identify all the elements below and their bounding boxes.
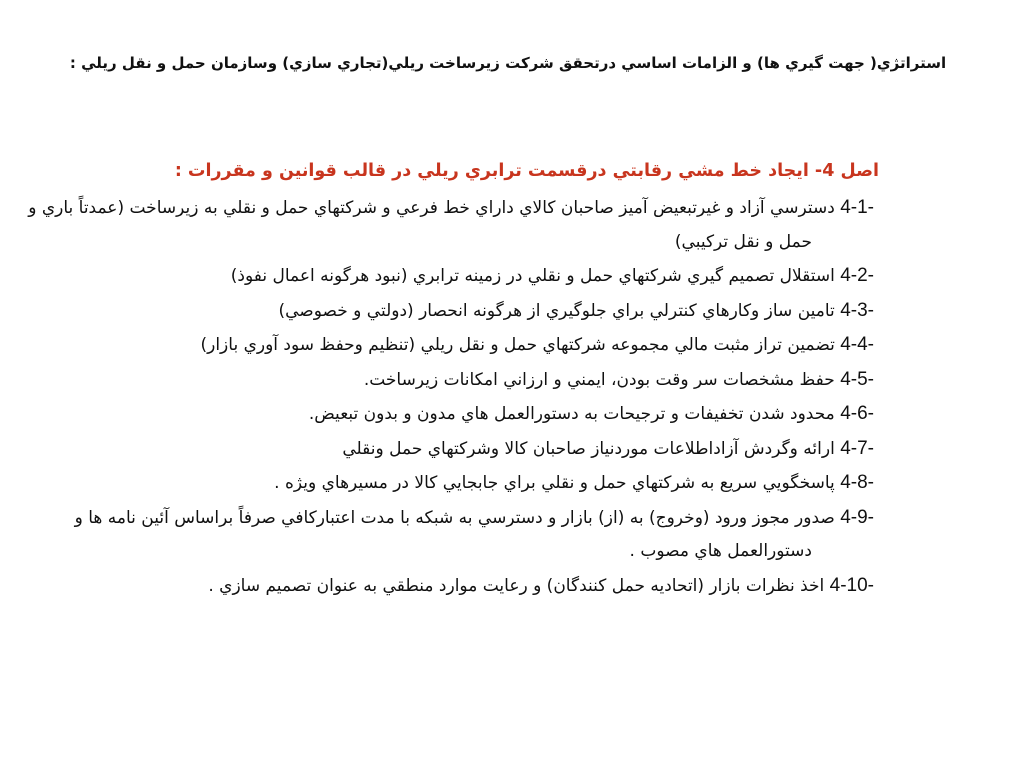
- item-number: 4-10-: [829, 574, 874, 596]
- list-item: [14, 501, 874, 569]
- item-text: حفظ مشخصات سر وقت بودن، ايمني و ارزاني امكانات زيرساخت.: [363, 369, 835, 390]
- item-number: 4-2-: [840, 265, 874, 286]
- item-text: صدور مجوز ورود (وخروج) به (از) بازار و دسترسي به شبكه با مدت اعتباركافي صرفاً براساس آئين نامه ها و دستورالعمل هاي مصوب .: [74, 507, 835, 561]
- list-item: [14, 363, 874, 398]
- item-number: 4-7-: [840, 437, 874, 459]
- list-item: [14, 328, 874, 363]
- list-item: [14, 294, 874, 329]
- item-text: ارائه وگردش آزاداطلاعات موردنياز صاحبان كالا وشركتهاي حمل ونقلي: [342, 438, 835, 459]
- item-text: تامين ساز وكارهاي كنترلي براي جلوگيري از هرگونه انحصار (دولتي و خصوصي): [278, 300, 835, 321]
- item-text: استقلال تصميم گيري شركتهاي حمل و نقلي در زمينه ترابري (نبود هرگونه اعمال نفوذ): [230, 266, 835, 286]
- principle-list: [14, 191, 874, 603]
- list-item: [14, 259, 874, 294]
- list-item: [14, 569, 874, 604]
- list-item: [14, 432, 874, 467]
- section-heading: اصل 4- ايجاد خط مشي رقابتي درقسمت ترابري ريلي در قالب قوانين و مقررات :: [174, 161, 879, 181]
- item-number: 4-9-: [840, 506, 874, 528]
- list-item: [14, 191, 874, 259]
- item-number: 4-6-: [840, 403, 874, 424]
- item-text: پاسخگويي سريع به شركتهاي حمل و نقلي براي جابجايي كالا در مسيرهاي ويژه .: [274, 473, 835, 493]
- slide-title: استراتژي( جهت گيري ها) و الزامات اساسي درتحقق شركت زيرساخت ريلي(تجاري سازي) وسازمان حمل و نقل ريلي :: [69, 54, 947, 72]
- item-number: 4-4-: [840, 334, 874, 355]
- list-item: [14, 466, 874, 501]
- item-number: 4-5-: [840, 368, 874, 390]
- item-text: تضمين تراز مثبت مالي مجموعه شركتهاي حمل و نقل ريلي (تنظيم وحفظ سود آوري بازار): [200, 335, 835, 355]
- item-number: 4-8-: [840, 472, 874, 493]
- item-number: 4-1-: [840, 197, 874, 218]
- item-number: 4-3-: [840, 299, 874, 321]
- list-item: [14, 397, 874, 432]
- item-text: دسترسي آزاد و غيرتبعيض آميز صاحبان كالاي داراي خط فرعي و شركتهاي حمل و نقلي به زيرساخت (عمدتاً باري و حمل و نقل تركيبي): [28, 198, 835, 252]
- item-text: محدود شدن تخفيفات و ترجيحات به دستورالعمل هاي مدون و بدون تبعيض.: [308, 404, 835, 424]
- item-text: اخذ نظرات بازار (اتحاديه حمل كنندگان) و رعايت موارد منطقي به عنوان تصميم سازي .: [208, 575, 825, 596]
